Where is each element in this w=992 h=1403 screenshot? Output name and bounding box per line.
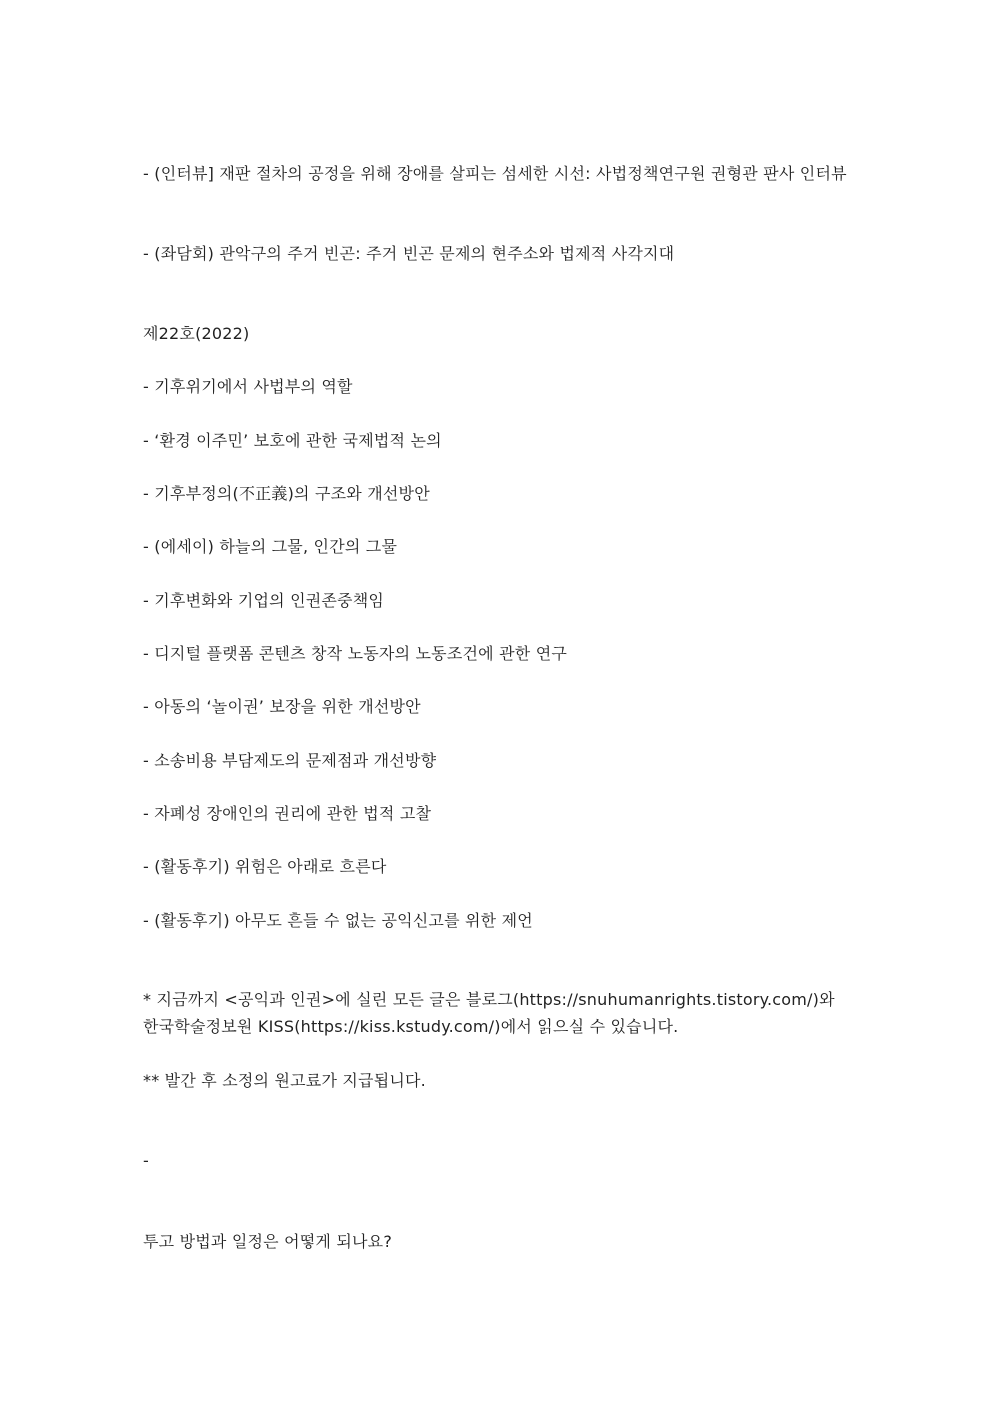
list-item: - (활동후기) 위험은 아래로 흐른다 (143, 857, 387, 876)
list-item: - ‘환경 이주민’ 보호에 관한 국제법적 논의 (143, 431, 442, 450)
section-question: 투고 방법과 일정은 어떻게 되나요? (143, 1232, 393, 1251)
list-item: - (에세이) 하늘의 그물, 인간의 그물 (143, 537, 398, 556)
list-item: - 자폐성 장애인의 권리에 관한 법적 고찰 (143, 804, 432, 823)
list-item: - 아동의 ‘놀이권’ 보장을 위한 개선방안 (143, 697, 421, 716)
list-item: - 기후변화와 기업의 인권존중책임 (143, 591, 385, 610)
list-item: - 기후위기에서 사법부의 역할 (143, 377, 353, 396)
list-item: - 기후부정의(不正義)의 구조와 개선방안 (143, 484, 430, 503)
archive-note: * 지금까지 <공익과 인권>에 실린 모든 글은 블로그(https://snuhumanrights.tistory.com/)와 한국학술정보원 KISS(https://kiss.kstudy.com/)에서 읽으실 수 있습니다. (143, 990, 835, 1036)
list-item: - (활동후기) 아무도 흔들 수 없는 공익신고를 위한 제언 (143, 911, 533, 930)
interview-item: - (인터뷰] 재판 절차의 공정을 위해 장애를 살피는 섬세한 시선: 사법정책연구원 권형관 판사 인터뷰 (143, 164, 847, 183)
fee-note: ** 발간 후 소정의 원고료가 지급됩니다. (143, 1071, 426, 1090)
section-separator: - (143, 1151, 149, 1170)
list-item: - 디지털 플랫폼 콘텐츠 창작 노동자의 노동조건에 관한 연구 (143, 644, 568, 663)
list-item: - 소송비용 부담제도의 문제점과 개선방향 (143, 751, 437, 770)
roundtable-item: - (좌담회) 관악구의 주거 빈곤: 주거 빈곤 문제의 현주소와 법제적 사각지대 (143, 244, 675, 263)
issue-heading: 제22호(2022) (143, 324, 250, 343)
